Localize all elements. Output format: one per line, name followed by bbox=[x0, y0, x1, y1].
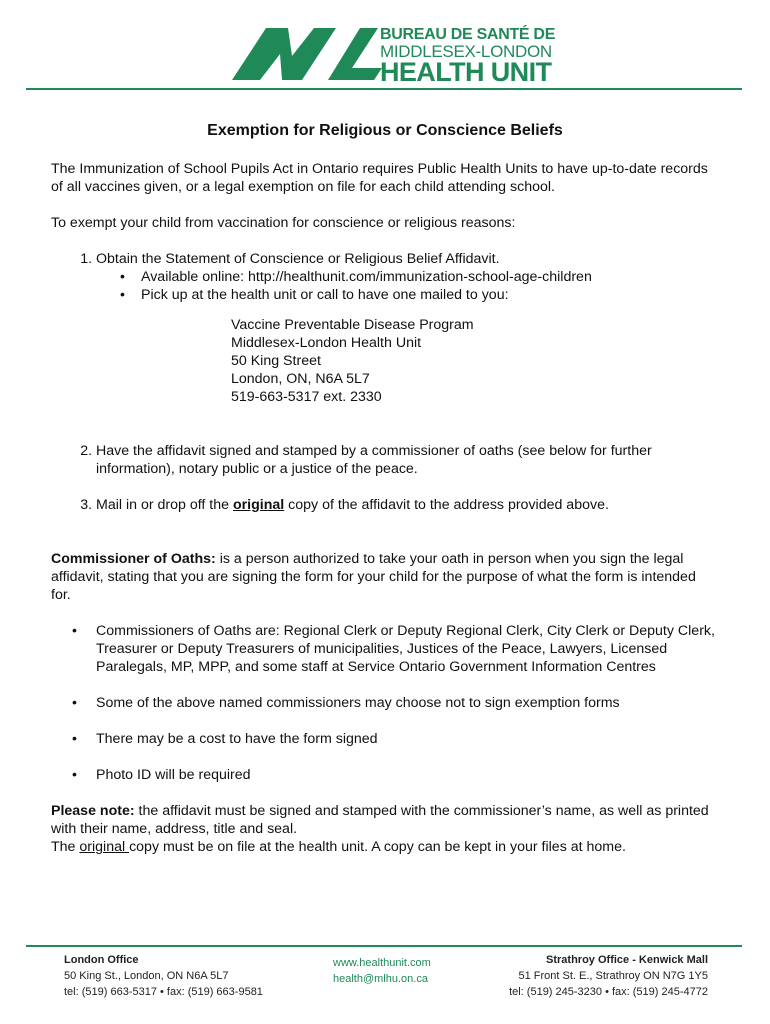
original-copy-emphasis: original bbox=[79, 839, 130, 855]
steps-list bbox=[51, 250, 719, 514]
website-link[interactable]: www.healthunit.com bbox=[333, 957, 431, 969]
step-1-options bbox=[96, 268, 719, 304]
strathroy-office-address: 51 Front St. E., Strathroy ON N7G 1Y5 bbox=[518, 970, 708, 982]
option-pickup: • Pick up at the health unit or call to have one mailed to you: bbox=[141, 286, 719, 304]
intro-paragraph: The Immunization of School Pupils Act in Ontario requires Public Health Units to have up-to-date records of all vaccines given, or a legal exemption on file for each child attending school. bbox=[51, 161, 708, 195]
ml-logo-mark bbox=[232, 26, 382, 82]
strathroy-office bbox=[509, 952, 708, 1000]
please-note-label: Please note: bbox=[51, 803, 135, 819]
step-1-text: Obtain the Statement of Conscience or Religious Belief Affidavit. bbox=[96, 251, 500, 267]
footer-divider bbox=[26, 945, 742, 947]
commissioner-bullets bbox=[51, 622, 719, 784]
address-line: 50 King Street bbox=[231, 353, 321, 369]
option-online: • Available online: http://healthunit.com/immunization-school-age-children bbox=[141, 268, 719, 286]
please-note bbox=[51, 802, 719, 838]
address-line: 519-663-5317 ext. 2330 bbox=[231, 389, 382, 405]
step-3-emphasis: original bbox=[232, 497, 285, 513]
mailing-address bbox=[231, 316, 719, 406]
intro-instruction: To exempt your child from vaccination for conscience or religious reasons: bbox=[51, 215, 516, 231]
address-line: Middlesex-London Health Unit bbox=[231, 335, 422, 351]
please-note-text: the affidavit must be signed and stamped with the commissioner’s name, as well as printed with their name, address, title and seal. bbox=[51, 803, 709, 837]
address-line: London, ON, N6A 5L7 bbox=[231, 371, 370, 387]
list-item: • Photo ID will be required bbox=[96, 766, 719, 784]
original-copy-note bbox=[51, 838, 719, 856]
list-item: • Some of the above named commissioners may choose not to sign exemption forms bbox=[96, 694, 719, 712]
original-copy-pre: The bbox=[51, 839, 80, 855]
strathroy-office-phone: tel: (519) 245-3230 • fax: (519) 245-4772 bbox=[509, 986, 708, 998]
address-line: Vaccine Preventable Disease Program bbox=[231, 317, 474, 333]
header-divider bbox=[26, 88, 742, 90]
london-office-phone: tel: (519) 663-5317 • fax: (519) 663-9581 bbox=[64, 986, 263, 998]
document-body bbox=[51, 122, 719, 856]
london-office-address: 50 King St., London, ON N6A 5L7 bbox=[64, 970, 229, 982]
commissioner-definition bbox=[51, 550, 719, 604]
london-office bbox=[64, 952, 263, 1000]
step-3 bbox=[96, 496, 719, 514]
logo-text-line3: HEALTH UNIT bbox=[380, 57, 552, 87]
page-title: Exemption for Religious or Conscience Beliefs bbox=[207, 122, 563, 139]
original-copy-post: copy must be on file at the health unit. A copy can be kept in your files at home. bbox=[129, 839, 626, 855]
list-item: • Commissioners of Oaths are: Regional Clerk or Deputy Regional Clerk, City Clerk or Deputy Clerk, Treasurer or Deputy Treasurers of municipalities, Justices of the Peace, Lawyers, Licensed Paralegals, MP, MPP, and some staff at Service Ontario Government Information Centres bbox=[96, 622, 719, 676]
step-1 bbox=[96, 250, 719, 406]
step-3-text: Mail in or drop off the bbox=[96, 497, 233, 513]
step-3-text-end: copy of the affidavit to the address provided above. bbox=[284, 497, 609, 513]
web-contact bbox=[333, 955, 431, 987]
strathroy-office-heading: Strathroy Office - Kenwick Mall bbox=[546, 954, 708, 966]
logo-text-line1: BUREAU DE SANTÉ DE bbox=[380, 26, 556, 43]
health-unit-logo bbox=[232, 26, 556, 87]
email-link[interactable]: health@mlhu.on.ca bbox=[333, 973, 428, 985]
logo-text-line2: MIDDLESEX-LONDON bbox=[380, 42, 552, 61]
commissioner-text: is a person authorized to take your oath in person when you sign the legal affidavit, stating that you are signing the form for your child for the purpose of what the form is intended for. bbox=[51, 551, 696, 603]
london-office-heading: London Office bbox=[64, 954, 139, 966]
list-item: • There may be a cost to have the form signed bbox=[96, 730, 719, 748]
commissioner-label: Commissioner of Oaths: bbox=[51, 551, 216, 567]
step-2: 2. Have the affidavit signed and stamped by a commissioner of oaths (see below for further information), notary public or a justice of the peace. bbox=[96, 442, 719, 478]
